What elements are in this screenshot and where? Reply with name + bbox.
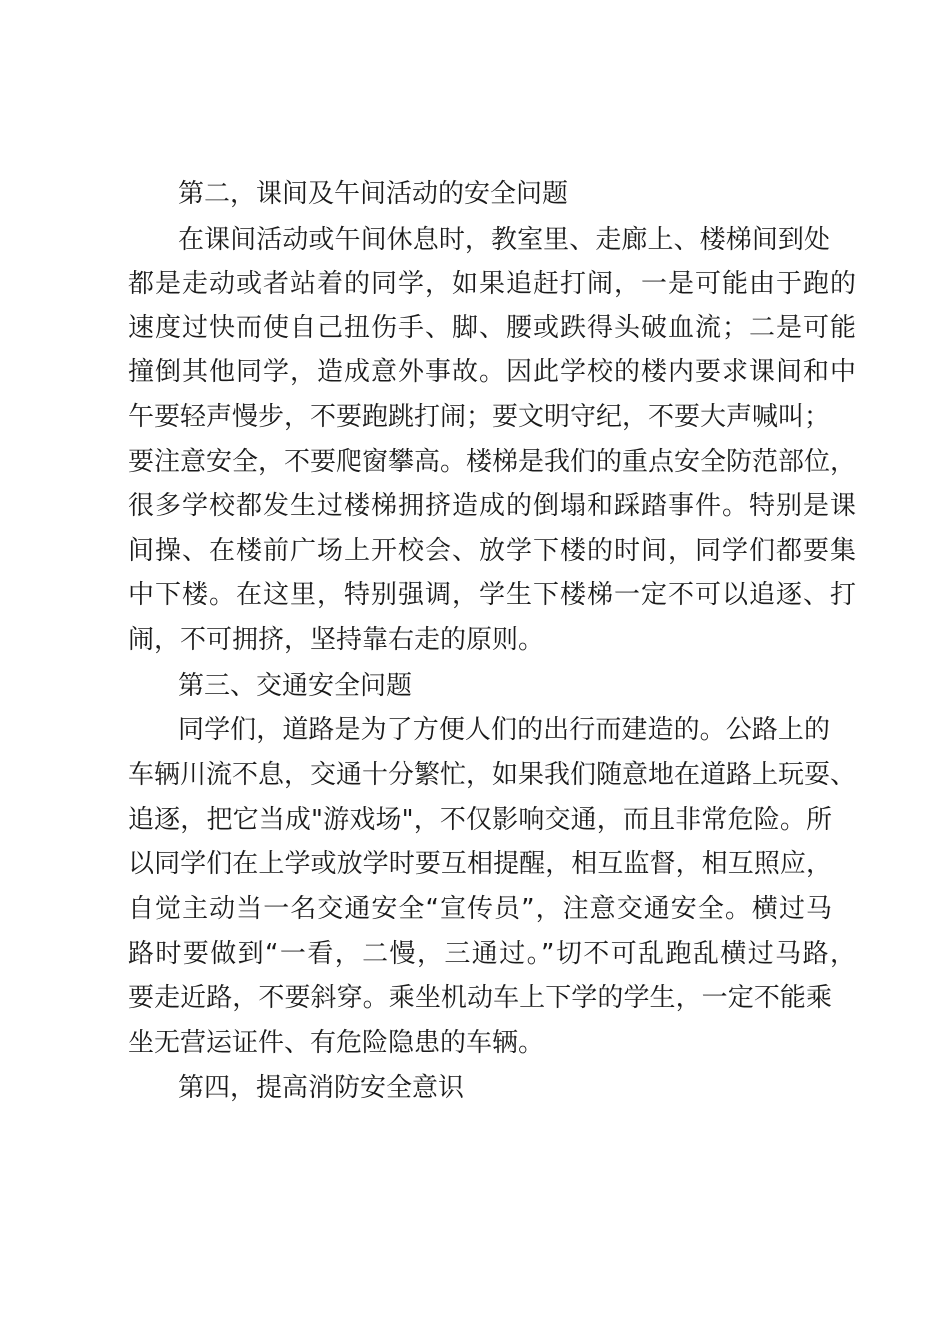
heading-text: 第四，提高消防安全意识 (178, 1073, 465, 1103)
paragraph-line (0, 440, 950, 484)
paragraph-line (0, 708, 950, 752)
paragraph-text: 午要轻声慢步，不要跑跳打闹；要文明守纪，不要大声喊叫； (128, 402, 831, 432)
paragraph-text: 自觉主动当一名交通安全“宣传员”，注意交通安全。横过马 (128, 894, 832, 924)
paragraph-line (0, 350, 950, 394)
section-heading (0, 664, 950, 708)
paragraph-text: 速度过快而使自己扭伤手、脚、腰或跌得头破血流；二是可能 (128, 313, 856, 343)
paragraph-line (0, 1021, 950, 1065)
paragraph-text: 很多学校都发生过楼梯拥挤造成的倒塌和踩踏事件。特别是课 (128, 491, 856, 521)
paragraph-line (0, 842, 950, 886)
paragraph-text: 以同学们在上学或放学时要互相提醒，相互监督，相互照应， (128, 849, 832, 879)
paragraph-line (0, 306, 950, 350)
paragraph-line (0, 887, 950, 931)
paragraph-text: 追逐，把它当成"游戏场"，不仅影响交通，而且非常危险。所 (128, 805, 832, 835)
section-heading (0, 1066, 950, 1110)
section-heading (0, 172, 950, 216)
paragraph-text: 在课间活动或午间休息时，教室里、走廊上、楼梯间到处 (178, 225, 830, 255)
paragraph-line (0, 218, 950, 262)
paragraph-text: 要走近路，不要斜穿。乘坐机动车上下学的学生，一定不能乘 (128, 983, 832, 1013)
paragraph-text: 都是走动或者站着的同学，如果追赶打闹，一是可能由于跑的 (128, 269, 856, 299)
paragraph-line (0, 618, 950, 662)
paragraph-line (0, 529, 950, 573)
paragraph-text: 同学们，道路是为了方便人们的出行而建造的。公路上的 (178, 715, 830, 745)
paragraph-text: 车辆川流不息，交通十分繁忙，如果我们随意地在道路上玩耍、 (128, 760, 857, 790)
paragraph-line (0, 753, 950, 797)
heading-text: 第二，课间及午间活动的安全问题 (178, 179, 569, 209)
paragraph-line (0, 932, 950, 976)
paragraph-text: 闹，不可拥挤，坚持靠右走的原则。 (128, 625, 545, 655)
paragraph-text: 要注意安全，不要爬窗攀高。楼梯是我们的重点安全防范部位， (128, 447, 857, 477)
paragraph-line (0, 573, 950, 617)
paragraph-line (0, 976, 950, 1020)
paragraph-line (0, 395, 950, 439)
paragraph-line (0, 798, 950, 842)
paragraph-text: 撞倒其他同学，造成意外事故。因此学校的楼内要求课间和中 (128, 357, 856, 387)
paragraph-text: 坐无营运证件、有危险隐患的车辆。 (128, 1028, 545, 1058)
paragraph-text: 间操、在楼前广场上开校会、放学下楼的时间，同学们都要集 (128, 536, 856, 566)
paragraph-text: 路时要做到“一看，二慢，三通过。”切不可乱跑乱横过马路， (128, 939, 856, 969)
paragraph-text: 中下楼。在这里，特别强调，学生下楼梯一定不可以追逐、打 (128, 580, 856, 610)
heading-text: 第三、交通安全问题 (178, 671, 413, 701)
paragraph-line (0, 262, 950, 306)
paragraph-line (0, 484, 950, 528)
